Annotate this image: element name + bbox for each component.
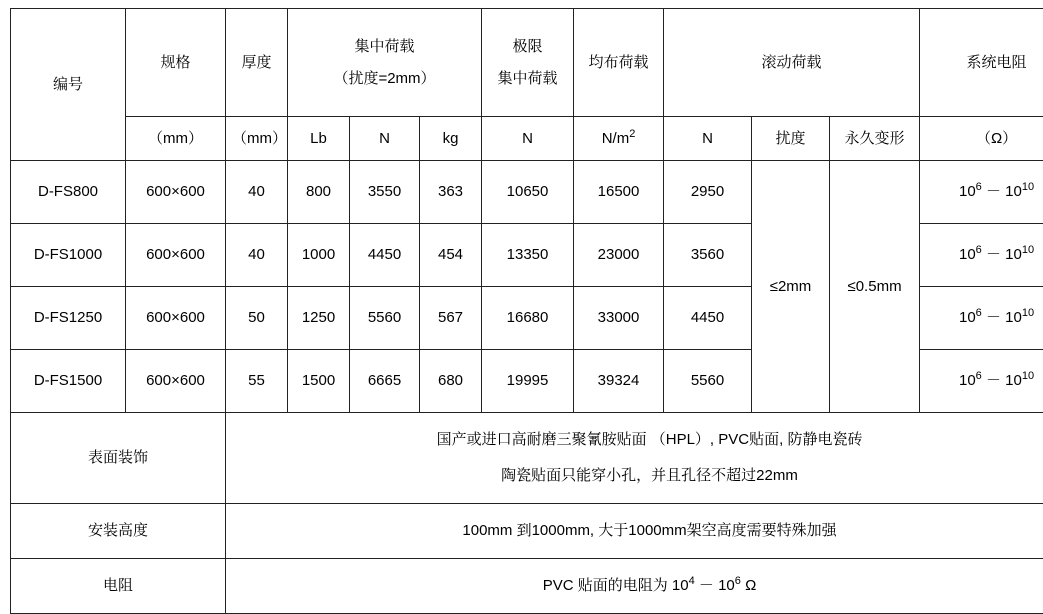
cell-spec: 600×600 (126, 224, 226, 287)
specification-table (10, 8, 1043, 614)
cell-thickness: 55 (226, 350, 288, 413)
header-row-primary (11, 9, 1043, 117)
resistance-to-exponent: 10 (1022, 370, 1034, 382)
header-deflection: 扰度 (752, 117, 830, 161)
resistance-note-from-exponent: 4 (689, 575, 695, 587)
resistance-from-base: 10 (959, 183, 976, 200)
header-ultimate-load-line2: 集中荷载 (488, 68, 567, 90)
cell-n1: 6665 (350, 350, 420, 413)
resistance-dash: － (986, 372, 1001, 389)
header-newton-2: N (482, 117, 574, 161)
header-lb: Lb (288, 117, 350, 161)
cell-n1: 3550 (350, 161, 420, 224)
cell-deflection-merged: ≤2mm (752, 161, 830, 413)
resistance-note-prefix: PVC 贴面的电阻为 (543, 577, 668, 594)
cell-rolling-n: 5560 (664, 350, 752, 413)
cell-thickness: 40 (226, 224, 288, 287)
header-spec: 规格 (126, 9, 226, 117)
resistance-to-exponent: 10 (1022, 244, 1034, 256)
cell-lb: 1250 (288, 287, 350, 350)
cell-spec: 600×600 (126, 350, 226, 413)
cell-n1: 4450 (350, 224, 420, 287)
resistance-note-from-base: 10 (672, 577, 689, 594)
resistance-from-exponent: 6 (976, 181, 982, 193)
cell-code: D-FS1500 (11, 350, 126, 413)
cell-kg: 567 (420, 287, 482, 350)
cell-uniform: 16500 (574, 161, 664, 224)
resistance-from-base: 10 (959, 309, 976, 326)
cell-resistance (920, 161, 1043, 224)
header-newton-3: N (664, 117, 752, 161)
cell-rolling-n: 4450 (664, 287, 752, 350)
cell-uniform: 23000 (574, 224, 664, 287)
cell-lb: 1000 (288, 224, 350, 287)
note-row-install-height (11, 504, 1043, 559)
note-label-resistance: 电阻 (11, 559, 226, 614)
cell-resistance (920, 350, 1043, 413)
resistance-from-exponent: 6 (976, 244, 982, 256)
cell-uniform: 33000 (574, 287, 664, 350)
note-surface-line1: 国产或进口高耐磨三聚氰胺贴面 （HPL）, PVC贴面, 防静电瓷砖 (232, 429, 1043, 451)
resistance-to-base: 10 (1005, 372, 1022, 389)
resistance-to-base: 10 (1005, 183, 1022, 200)
resistance-to-base: 10 (1005, 309, 1022, 326)
resistance-from-base: 10 (959, 372, 976, 389)
cell-uniform: 39324 (574, 350, 664, 413)
header-concentrated-load-line2: （扰度=2mm） (294, 68, 475, 90)
cell-n2: 16680 (482, 287, 574, 350)
resistance-from-exponent: 6 (976, 307, 982, 319)
header-nm2-base: N/m (602, 130, 630, 147)
header-ultimate-load-line1: 极限 (488, 36, 567, 58)
cell-n2: 10650 (482, 161, 574, 224)
header-newton-1: N (350, 117, 420, 161)
cell-thickness: 50 (226, 287, 288, 350)
resistance-from-exponent: 6 (976, 370, 982, 382)
note-row-resistance (11, 559, 1043, 614)
note-body-surface-finish (226, 413, 1043, 504)
cell-spec: 600×600 (126, 161, 226, 224)
resistance-note-suffix: Ω (745, 577, 756, 594)
cell-resistance (920, 224, 1043, 287)
header-nm2-exponent: 2 (629, 128, 635, 140)
resistance-note-to-exponent: 6 (735, 575, 741, 587)
header-thickness-unit: （mm） (226, 117, 288, 161)
cell-n1: 5560 (350, 287, 420, 350)
cell-permanent-deformation-merged: ≤0.5mm (830, 161, 920, 413)
cell-kg: 363 (420, 161, 482, 224)
header-thickness: 厚度 (226, 9, 288, 117)
cell-n2: 13350 (482, 224, 574, 287)
header-concentrated-load (288, 9, 482, 117)
cell-code: D-FS1000 (11, 224, 126, 287)
cell-n2: 19995 (482, 350, 574, 413)
resistance-to-base: 10 (1005, 246, 1022, 263)
cell-kg: 454 (420, 224, 482, 287)
resistance-to-exponent: 10 (1022, 181, 1034, 193)
note-body-resistance (226, 559, 1043, 614)
cell-lb: 1500 (288, 350, 350, 413)
header-kg: kg (420, 117, 482, 161)
cell-code: D-FS1250 (11, 287, 126, 350)
header-code: 编号 (11, 9, 126, 161)
header-uniform-load: 均布荷载 (574, 9, 664, 117)
note-label-install-height: 安装高度 (11, 504, 226, 559)
cell-lb: 800 (288, 161, 350, 224)
header-ultimate-load (482, 9, 574, 117)
resistance-dash: － (986, 309, 1001, 326)
header-system-resistance: 系统电阻 (920, 9, 1043, 117)
header-rolling-load: 滚动荷载 (664, 9, 920, 117)
resistance-note-dash: － (699, 577, 714, 594)
cell-kg: 680 (420, 350, 482, 413)
resistance-from-base: 10 (959, 246, 976, 263)
resistance-note-to-base: 10 (718, 577, 735, 594)
table-row (11, 161, 1043, 224)
note-row-surface-finish (11, 413, 1043, 504)
cell-thickness: 40 (226, 161, 288, 224)
cell-rolling-n: 3560 (664, 224, 752, 287)
cell-spec: 600×600 (126, 287, 226, 350)
header-permanent-deformation: 永久变形 (830, 117, 920, 161)
resistance-to-exponent: 10 (1022, 307, 1034, 319)
header-ohm-unit: （Ω） (920, 117, 1043, 161)
header-row-units (11, 117, 1043, 161)
note-surface-line2: 陶瓷贴面只能穿小孔，并且孔径不超过22mm (232, 465, 1043, 487)
header-concentrated-load-line1: 集中荷载 (294, 36, 475, 58)
cell-rolling-n: 2950 (664, 161, 752, 224)
header-spec-unit: （mm） (126, 117, 226, 161)
header-newton-per-m2 (574, 117, 664, 161)
cell-resistance (920, 287, 1043, 350)
resistance-dash: － (986, 246, 1001, 263)
note-body-install-height: 100mm 到1000mm, 大于1000mm架空高度需要特殊加强 (226, 504, 1043, 559)
note-label-surface-finish: 表面装饰 (11, 413, 226, 504)
cell-code: D-FS800 (11, 161, 126, 224)
resistance-dash: － (986, 183, 1001, 200)
